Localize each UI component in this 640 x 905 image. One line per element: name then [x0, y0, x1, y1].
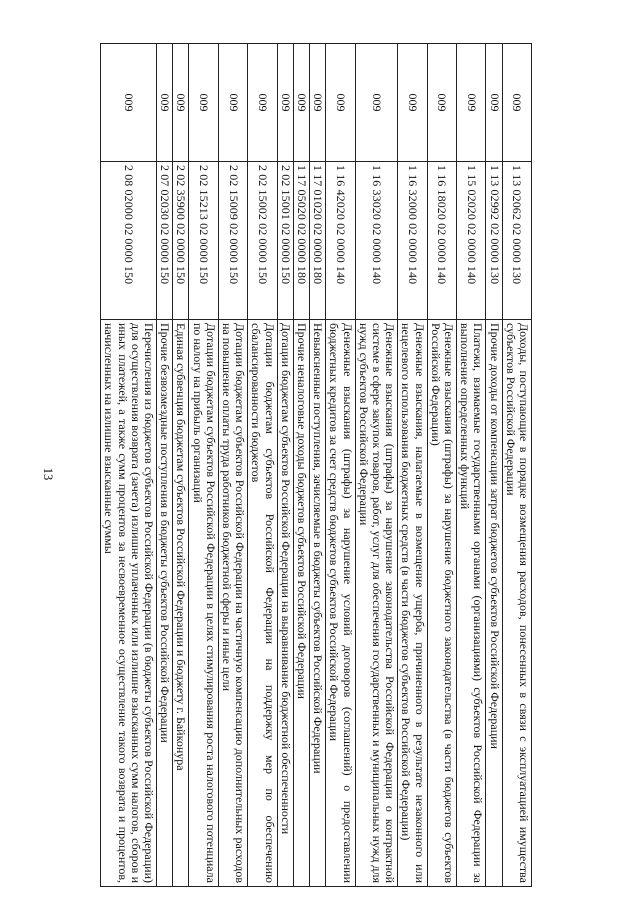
revenue-name-cell: Денежные взыскания (штрафы) за нарушение законодательства Российской Федерации о контрактной системе в сфере закупок товаров, работ, услуг для обеспечения государственных и муниципальных нужд для нужд субъектов Российской Федерации	[355, 320, 398, 887]
table-row	[398, 44, 427, 887]
budget-classification-code-cell: 1 16 18020 02 0000 140	[427, 162, 456, 320]
budget-classification-code-cell: 2 02 15001 02 0000 150	[277, 162, 293, 320]
budget-classification-code-cell: 2 02 15009 02 0000 150	[218, 162, 247, 320]
budget-classification-code-cell: 1 15 02020 02 0000 140	[456, 162, 485, 320]
rotated-table-container	[98, 43, 532, 886]
table-row	[277, 44, 293, 887]
budget-classification-code-cell: 2 07 02030 02 0000 150	[156, 162, 172, 320]
table-row	[355, 44, 398, 887]
budget-revenue-table	[100, 43, 532, 887]
revenue-name-cell: Дотации бюджетам субъектов Российской Федерации в целях стимулирования роста налогового потенциала по налогу на прибыль организаций	[189, 320, 218, 887]
budget-classification-code-cell: 2 08 02000 02 0000 150	[101, 162, 157, 320]
table-row	[427, 44, 456, 887]
revenue-name-cell: Дотации бюджетам субъектов Российской Федерации на выравнивание бюджетной обеспеченности	[277, 320, 293, 887]
table-row	[326, 44, 355, 887]
revenue-name-cell: Денежные взыскания (штрафы) за нарушение условий договоров (соглашений) о предоставлении бюджетных кредитов за счет средств бюджетов субъектов Российской Федерации	[326, 320, 355, 887]
budget-classification-code-cell: 1 16 32000 02 0000 140	[398, 162, 427, 320]
table-row	[486, 44, 502, 887]
table-row	[309, 44, 325, 887]
budget-classification-code-cell: 1 13 02062 02 0000 130	[502, 162, 531, 320]
admin-code-cell: 009	[293, 44, 309, 162]
table-row	[218, 44, 247, 887]
admin-code-cell: 009	[456, 44, 485, 162]
revenue-name-cell: Дотации бюджетам субъектов Российской Федерации на частичную компенсацию дополнительных расходов на повышение оплаты труда работников бюджетной сферы и иные цели	[218, 320, 247, 887]
table-row	[101, 44, 157, 887]
table-row	[293, 44, 309, 887]
table-row	[189, 44, 218, 887]
revenue-name-cell: Денежные взыскания (штрафы) за нарушение бюджетного законодательства (в части бюджетов субъектов Российской Федерации)	[427, 320, 456, 887]
budget-classification-code-cell: 1 16 33020 02 0000 140	[355, 162, 398, 320]
table-row	[173, 44, 189, 887]
table-row	[456, 44, 485, 887]
budget-classification-code-cell: 1 17 05020 02 0000 180	[293, 162, 309, 320]
revenue-name-cell: Единая субвенция бюджетам субъектов Российской Федерации и бюджету г. Байконура	[173, 320, 189, 887]
budget-classification-code-cell: 1 13 02992 02 0000 130	[486, 162, 502, 320]
admin-code-cell: 009	[355, 44, 398, 162]
budget-classification-code-cell: 2 02 15002 02 0000 150	[248, 162, 277, 320]
admin-code-cell: 009	[309, 44, 325, 162]
admin-code-cell: 009	[427, 44, 456, 162]
page-number: 13	[41, 467, 55, 481]
admin-code-cell: 009	[502, 44, 531, 162]
table-row	[248, 44, 277, 887]
admin-code-cell: 009	[156, 44, 172, 162]
admin-code-cell: 009	[218, 44, 247, 162]
revenue-name-cell: Прочие доходы от компенсации затрат бюджетов субъектов Российской Федерации	[486, 320, 502, 887]
budget-classification-code-cell: 1 16 42020 02 0000 140	[326, 162, 355, 320]
admin-code-cell: 009	[248, 44, 277, 162]
revenue-name-cell: Дотации бюджетам субъектов Российской Федерации на поддержку мер по обеспечению сбалансированности бюджетов	[248, 320, 277, 887]
table-row	[156, 44, 172, 887]
table-row	[502, 44, 531, 887]
admin-code-cell: 009	[398, 44, 427, 162]
admin-code-cell: 009	[173, 44, 189, 162]
budget-classification-code-cell: 2 02 15213 02 0000 150	[189, 162, 218, 320]
revenue-name-cell: Прочие неналоговые доходы бюджетов субъектов Российской Федерации	[293, 320, 309, 887]
revenue-name-cell: Доходы, поступающие в порядке возмещения расходов, понесенных в связи с эксплуатацией имущества субъектов Российской Федерации	[502, 320, 531, 887]
table-body	[101, 44, 532, 887]
admin-code-cell: 009	[101, 44, 157, 162]
revenue-name-cell: Прочие безвозмездные поступления в бюджеты субъектов Российской Федерации	[156, 320, 172, 887]
budget-classification-code-cell: 1 17 01020 02 0000 180	[309, 162, 325, 320]
budget-classification-code-cell: 2 02 35900 02 0000 150	[173, 162, 189, 320]
revenue-name-cell: Невыясненные поступления, зачисляемые в бюджеты субъектов Российской Федерации	[309, 320, 325, 887]
admin-code-cell: 009	[189, 44, 218, 162]
revenue-name-cell: Денежные взыскания, налагаемые в возмещение ущерба, причиненного в результате незаконного или нецелевого использования бюджетных средств (в части бюджетов субъектов Российской Федерации)	[398, 320, 427, 887]
admin-code-cell: 009	[486, 44, 502, 162]
admin-code-cell: 009	[326, 44, 355, 162]
revenue-name-cell: Платежи, взимаемые государственными органами (организациями) субъектов Российской Федерации за выполнение определенных функций	[456, 320, 485, 887]
admin-code-cell: 009	[277, 44, 293, 162]
revenue-name-cell: Перечисления из бюджетов субъектов Российской Федерации (в бюджеты субъектов Российской Федерации) для осуществления возврата (зачета) излишне уплаченных или излишне взысканных сумм налогов, сборов и иных платежей, а также сумм процентов за несвоевременное осуществление такого возврата и процентов, начисленных на излишне взысканные суммы	[101, 320, 157, 887]
